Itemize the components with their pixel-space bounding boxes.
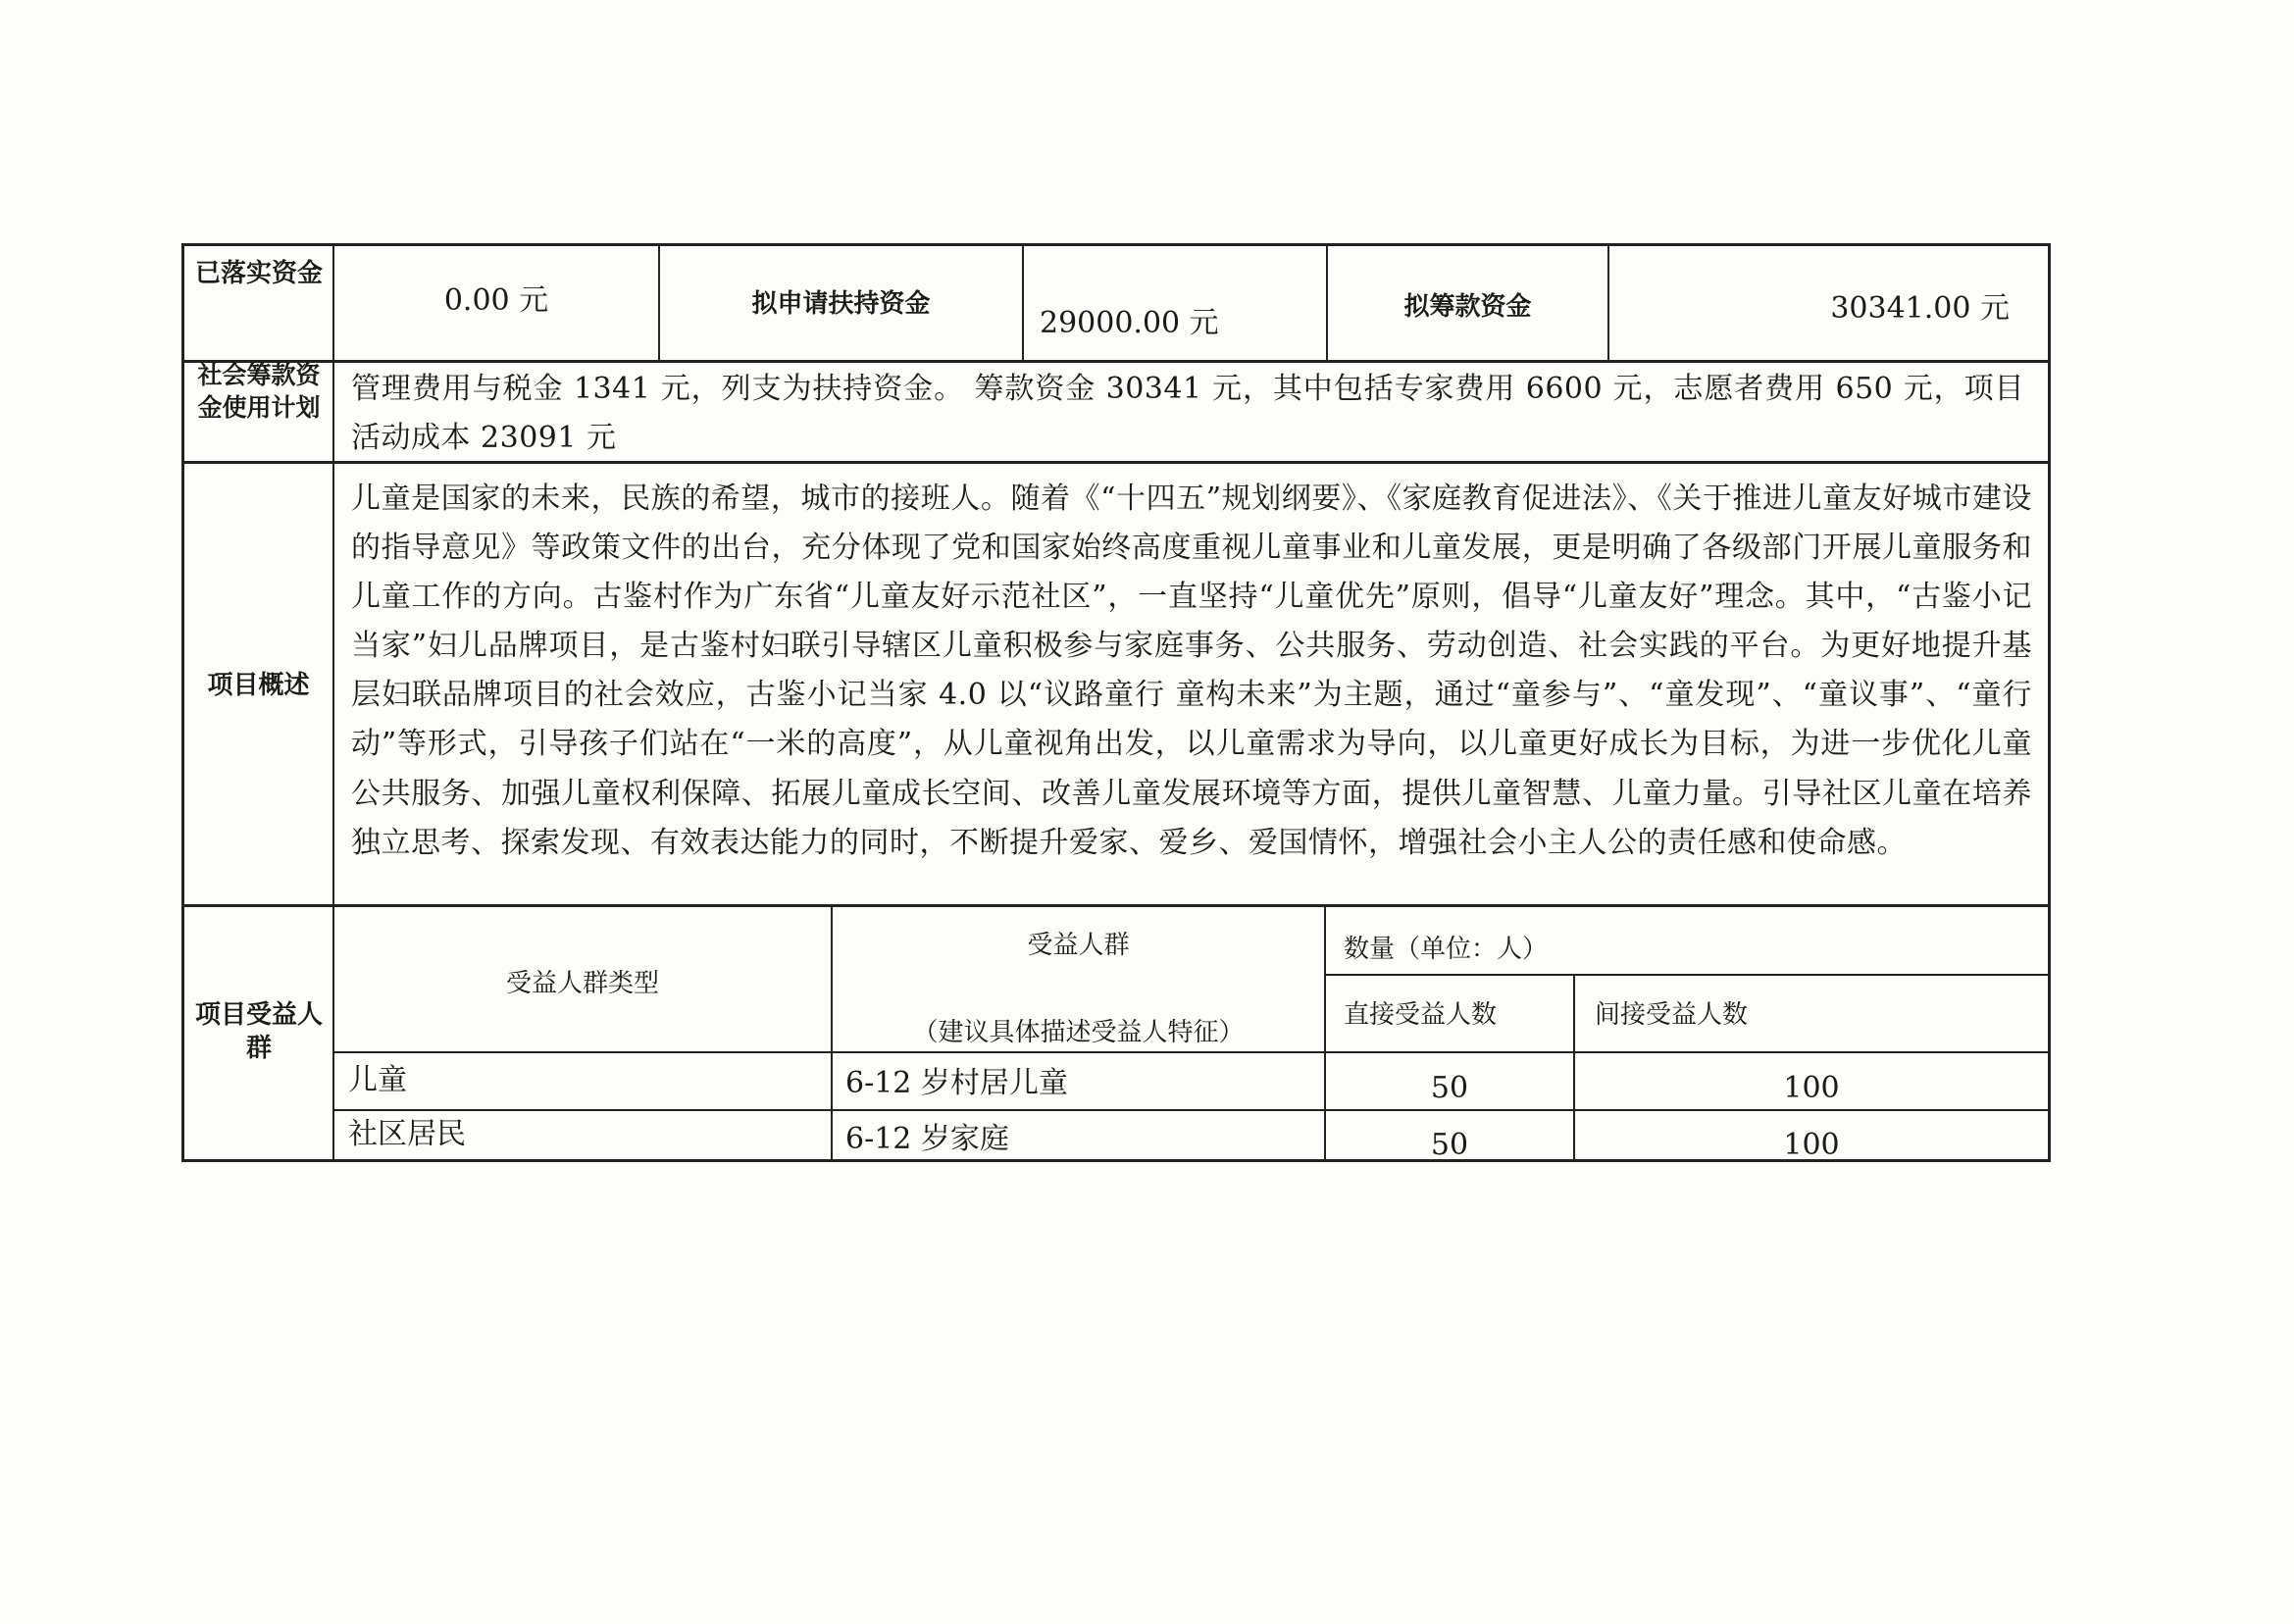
table-row-indirect: 100 <box>1783 1128 1840 1162</box>
table-border <box>181 243 2051 246</box>
col-indirect-beneficiaries: 间接受益人数 <box>1595 1000 1749 1030</box>
table-border <box>181 243 184 1161</box>
table-row-type: 社区居民 <box>348 1117 466 1151</box>
secured-funds-value: 0.00 元 <box>443 283 549 318</box>
apply-funds-value: 29000.00 元 <box>1040 306 1219 340</box>
overview-text: 儿童是国家的未来，民族的希望，城市的接班人。随着《“十四五”规划纲要》、《家庭教育促进法》、《关于推进儿童友好城市建设的指导意见》等政策文件的出台，充分体现了党和国家始终高度重视儿童事业和儿童发展，更是明确了各级部门开展儿童服务和儿童工作的方向。古鉴村作为广东省“儿童友好示范社区”，一直坚持“儿童优先”原则，倡导“儿童友好”理念。其中，“古鉴小记当家”妇儿品牌项目，是古鉴村妇联引导辖区儿童积极参与家庭事务、公共服务、劳动创造、社会实践的平台。为更好地提升基层妇联品牌项目的社会效应，古鉴小记当家 4.0 以“议路童行 童构未来”为主题，通过“童参与”、“童发现”、“童议事”、“童行动”等形式，引导孩子们站在“一米的高度”，从儿童视角出发，以儿童需求为导向，以儿童更好成长为目标，为进一步优化儿童公共服务、加强儿童权利保障、拓展儿童成长空间、改善儿童发展环境等方面，提供儿童智慧、儿童力量。引导社区儿童在培养独立思考、探索发现、有效表达能力的同时，不断提升爱家、爱乡、爱国情怀，增强社会小主人公的责任感和使命感。 <box>351 482 2032 860</box>
raise-funds-label: 拟筹款资金 <box>1403 292 1532 322</box>
table-border <box>1022 243 1024 361</box>
usage-plan-text: 管理费用与税金 1341 元，列支为扶持资金。 筹款资金 30341 元，其中包括专家费用 6600 元，志愿者费用 650 元，项目活动成本 23091 元 <box>351 372 2024 456</box>
table-border <box>181 904 2051 907</box>
table-border <box>332 243 334 1161</box>
table-border <box>2048 243 2051 1161</box>
col-count: 数量（单位：人） <box>1344 935 1549 964</box>
raise-funds-value: 30341.00 元 <box>1830 291 2010 326</box>
table-row-indirect: 100 <box>1783 1071 1840 1105</box>
col-beneficiary-group: 受益人群 <box>1027 931 1130 960</box>
col-beneficiary-group-note: （建议具体描述受益人特征） <box>912 1018 1245 1047</box>
table-row-type: 儿童 <box>348 1063 407 1097</box>
overview-label: 项目概述 <box>207 671 310 700</box>
apply-funds-label: 拟申请扶持资金 <box>751 289 931 319</box>
table-border <box>181 360 2051 363</box>
beneficiaries-label: 项目受益人群 <box>194 1000 323 1063</box>
col-beneficiary-type: 受益人群类型 <box>505 969 659 998</box>
table-border <box>1324 974 2050 976</box>
table-row-direct: 50 <box>1430 1071 1469 1105</box>
table-row-group: 6-12 岁家庭 <box>845 1122 1009 1156</box>
table-row-group: 6-12 岁村居儿童 <box>845 1066 1068 1100</box>
table-row-direct: 50 <box>1430 1128 1469 1162</box>
table-border <box>333 1051 2050 1053</box>
col-direct-beneficiaries: 直接受益人数 <box>1344 1000 1498 1030</box>
usage-plan-label: 社会筹款资金使用计划 <box>197 361 321 422</box>
secured-funds-label: 已落实资金 <box>194 259 323 288</box>
